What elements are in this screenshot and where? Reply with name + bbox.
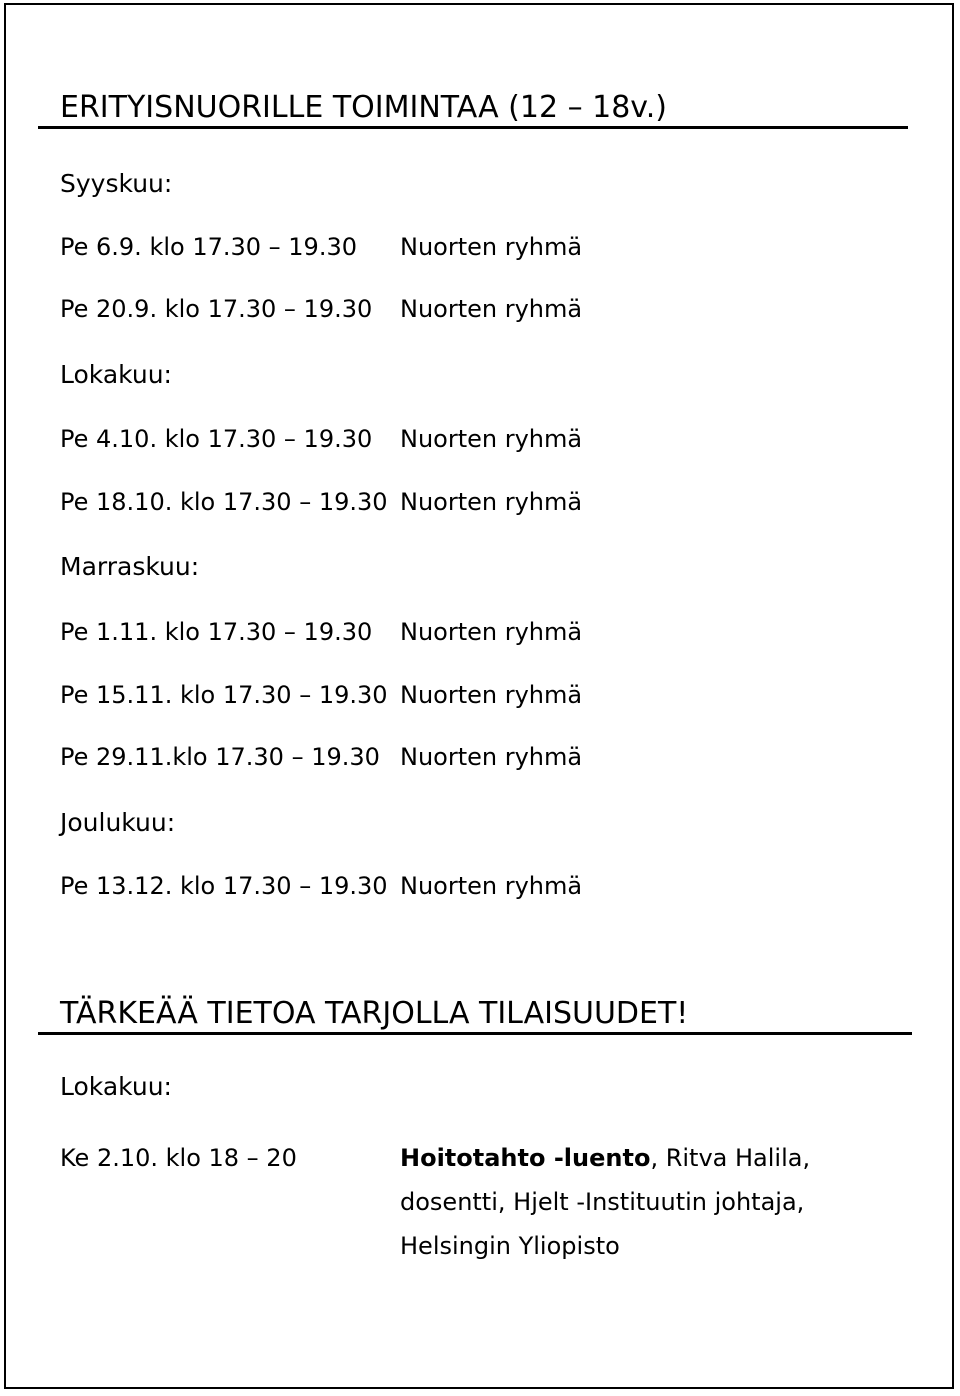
event-time: Pe 20.9. klo 17.30 – 19.30 bbox=[60, 295, 373, 323]
event-title: Nuorten ryhmä bbox=[400, 488, 583, 516]
lecture-description bbox=[400, 1136, 890, 1268]
lecture-speaker: , Ritva Halila, dosentti, Hjelt -Instituutin johtaja, Helsingin Yliopisto bbox=[400, 1144, 811, 1260]
event-title: Nuorten ryhmä bbox=[400, 425, 583, 453]
event-time: Pe 18.10. klo 17.30 – 19.30 bbox=[60, 488, 388, 516]
event-title: Nuorten ryhmä bbox=[400, 743, 583, 771]
event-title: Nuorten ryhmä bbox=[400, 872, 583, 900]
event-title: Nuorten ryhmä bbox=[400, 233, 583, 261]
event-time: Pe 13.12. klo 17.30 – 19.30 bbox=[60, 872, 388, 900]
event-title: Nuorten ryhmä bbox=[400, 618, 583, 646]
lecture-time: Ke 2.10. klo 18 – 20 bbox=[60, 1144, 297, 1172]
month-label-joulukuu: Joulukuu: bbox=[60, 808, 176, 837]
event-time: Pe 29.11.klo 17.30 – 19.30 bbox=[60, 743, 380, 771]
month-label-marraskuu: Marraskuu: bbox=[60, 552, 200, 581]
event-time: Pe 1.11. klo 17.30 – 19.30 bbox=[60, 618, 373, 646]
month-label-syyskuu: Syyskuu: bbox=[60, 169, 173, 198]
event-time: Pe 6.9. klo 17.30 – 19.30 bbox=[60, 233, 357, 261]
event-title: Nuorten ryhmä bbox=[400, 295, 583, 323]
month-label-lokakuu-info: Lokakuu: bbox=[60, 1072, 172, 1101]
event-time: Pe 15.11. klo 17.30 – 19.30 bbox=[60, 681, 388, 709]
lecture-title: Hoitotahto -luento bbox=[400, 1144, 651, 1172]
month-label-lokakuu: Lokakuu: bbox=[60, 360, 172, 389]
section-heading-info-events: TÄRKEÄÄ TIETOA TARJOLLA TILAISUUDET! bbox=[38, 996, 912, 1035]
section-heading-activities: ERITYISNUORILLE TOIMINTAA (12 – 18v.) bbox=[38, 90, 908, 129]
event-time: Pe 4.10. klo 17.30 – 19.30 bbox=[60, 425, 373, 453]
event-title: Nuorten ryhmä bbox=[400, 681, 583, 709]
